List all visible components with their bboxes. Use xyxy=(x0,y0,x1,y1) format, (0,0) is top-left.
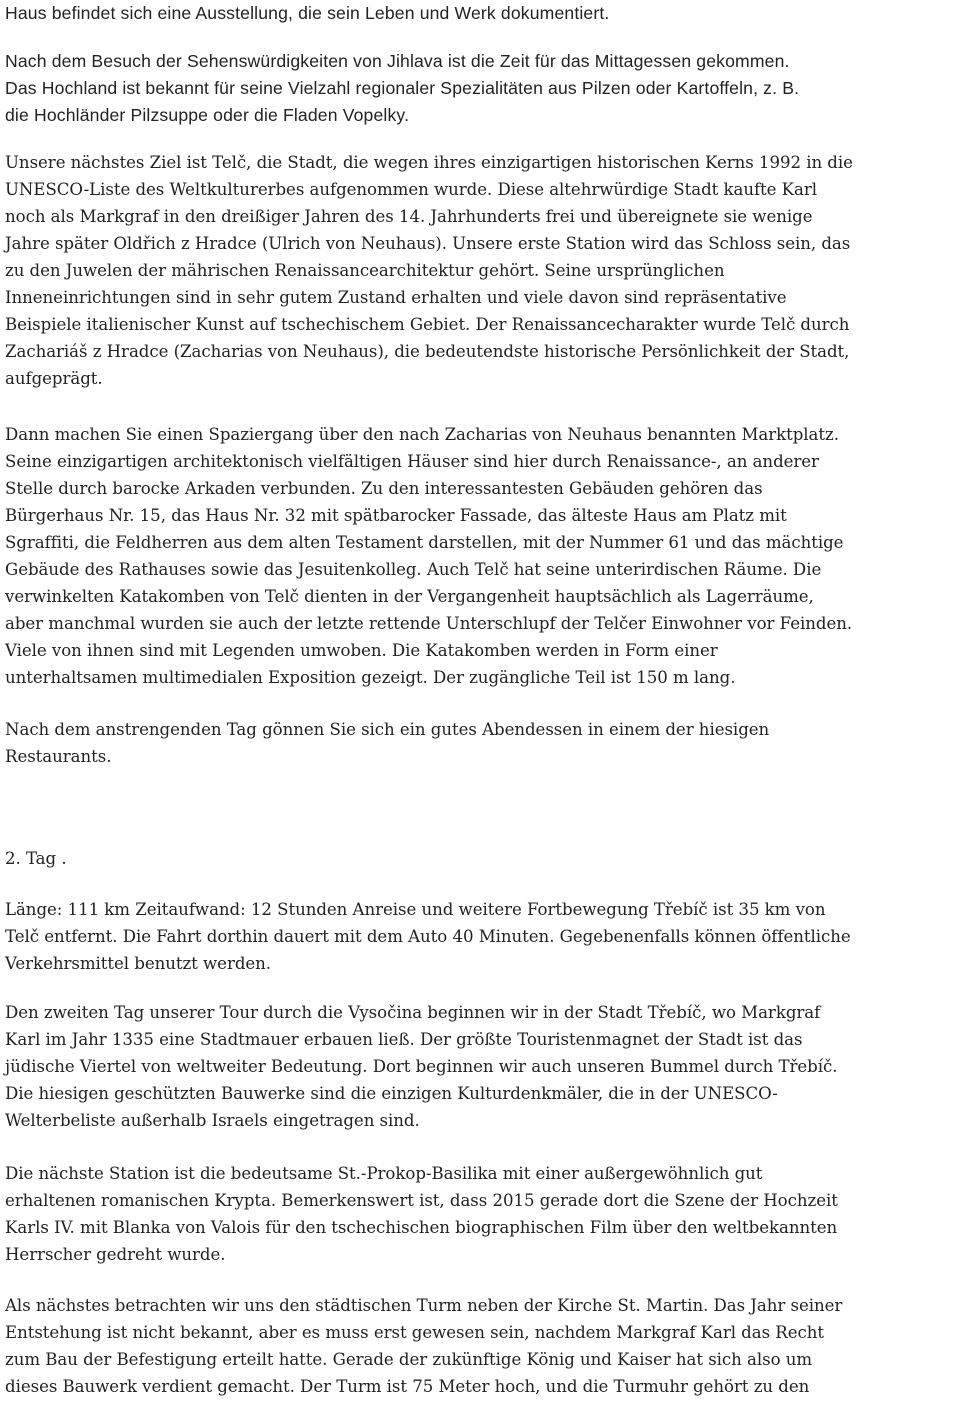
text-line: Jahre später Oldřich z Hradce (Ulrich von Neuhaus). Unsere erste Station wird das Schloss sein, das xyxy=(5,234,851,253)
text-line: Dann machen Sie einen Spaziergang über den nach Zacharias von Neuhaus benannten Marktplatz. xyxy=(5,425,839,444)
text-line: Zachariáš z Hradce (Zacharias von Neuhaus), die bedeutendste historische Persönlichkeit der Stadt, xyxy=(5,342,850,361)
text-line: Verkehrsmittel benutzt werden. xyxy=(5,954,272,973)
text-line: dieses Bauwerk verdient gemacht. Der Turm ist 75 Meter hoch, und die Turmuhr gehört zu den xyxy=(5,1377,810,1396)
text-line: UNESCO-Liste des Weltkulturerbes aufgenommen wurde. Diese altehrwürdige Stadt kaufte Karl xyxy=(5,180,817,199)
text-line: Viele von ihnen sind mit Legenden umwoben. Die Katakomben werden in Form einer xyxy=(5,641,718,660)
text-line: die Hochländer Pilzsuppe oder die Fladen Vopelky. xyxy=(5,105,410,125)
text-line: Restaurants. xyxy=(5,747,112,766)
text-line: Seine einzigartigen architektonisch vielfältigen Häuser sind hier durch Renaissance-, an anderer xyxy=(5,452,819,471)
paragraph-tower xyxy=(5,1292,957,1400)
text-line: erhaltenen romanischen Krypta. Bemerkenswert ist, dass 2015 gerade dort die Szene der Hochzeit xyxy=(5,1191,838,1210)
text-line: Herrscher gedreht wurde. xyxy=(5,1245,226,1264)
paragraph-exhibition xyxy=(5,0,957,27)
text-line: zum Bau der Befestigung erteilt hatte. Gerade der zukünftige König und Kaiser hat sich also um xyxy=(5,1350,813,1369)
paragraph-marketplace xyxy=(5,421,957,691)
paragraph-dinner xyxy=(5,716,957,770)
text-line: Unsere nächstes Ziel ist Telč, die Stadt, die wegen ihres einzigartigen historischen Kerns 1992 in die xyxy=(5,153,853,172)
paragraph-lunch xyxy=(5,48,957,129)
text-line: Die hiesigen geschützten Bauwerke sind die einzigen Kulturdenkmäler, die in der UNESCO- xyxy=(5,1084,778,1103)
text-line: Karl im Jahr 1335 eine Stadtmauer erbauen ließ. Der größte Touristenmagnet der Stadt ist das xyxy=(5,1030,803,1049)
text-line: Gebäude des Rathauses sowie das Jesuitenkolleg. Auch Telč hat seine unterirdischen Räume. Die xyxy=(5,560,822,579)
text-line: Inneneinrichtungen sind in sehr gutem Zustand erhalten und viele davon sind repräsentative xyxy=(5,288,787,307)
day-heading xyxy=(5,845,957,872)
text-line: zu den Juwelen der mährischen Renaissancearchitektur gehört. Seine ursprünglichen xyxy=(5,261,725,280)
text-line: Telč entfernt. Die Fahrt dorthin dauert mit dem Auto 40 Minuten. Gegebenenfalls können öffentliche xyxy=(5,927,851,946)
paragraph-basilica xyxy=(5,1160,957,1268)
text-line: Karls IV. mit Blanka von Valois für den tschechischen biographischen Film über den weltbekannten xyxy=(5,1218,838,1237)
text-line: Stelle durch barocke Arkaden verbunden. Zu den interessantesten Gebäuden gehören das xyxy=(5,479,763,498)
text-line: 2. Tag . xyxy=(5,849,67,868)
text-line: Das Hochland ist bekannt für seine Vielzahl regionaler Spezialitäten aus Pilzen oder Kartoffeln, z. B. xyxy=(5,78,800,98)
text-line: jüdische Viertel von weltweiter Bedeutung. Dort beginnen wir auch unseren Bummel durch Třebíč. xyxy=(5,1057,838,1076)
text-line: Als nächstes betrachten wir uns den städtischen Turm neben der Kirche St. Martin. Das Jahr seiner xyxy=(5,1296,843,1315)
text-line: Den zweiten Tag unserer Tour durch die Vysočina beginnen wir in der Stadt Třebíč, wo Markgraf xyxy=(5,1003,821,1022)
text-line: Länge: 111 km Zeitaufwand: 12 Stunden Anreise und weitere Fortbewegung Třebíč ist 35 km von xyxy=(5,900,826,919)
text-line: Welterbeliste außerhalb Israels eingetragen sind. xyxy=(5,1111,420,1130)
paragraph-travel-info xyxy=(5,896,957,977)
text-line: Nach dem Besuch der Sehenswürdigkeiten von Jihlava ist die Zeit für das Mittagessen gekommen. xyxy=(5,51,790,71)
paragraph-trebic xyxy=(5,999,957,1134)
text-line: noch als Markgraf in den dreißiger Jahren des 14. Jahrhunderts frei und übereignete sie wenige xyxy=(5,207,813,226)
text-line: Entstehung ist nicht bekannt, aber es muss erst gewesen sein, nachdem Markgraf Karl das Recht xyxy=(5,1323,825,1342)
text-line: Die nächste Station ist die bedeutsame St.-Prokop-Basilika mit einer außergewöhnlich gut xyxy=(5,1164,763,1183)
text-line: unterhaltsamen multimedialen Exposition gezeigt. Der zugängliche Teil ist 150 m lang. xyxy=(5,668,736,687)
paragraph-telc xyxy=(5,149,957,392)
text-line: verwinkelten Katakomben von Telč dienten in der Vergangenheit hauptsächlich als Lagerräume, xyxy=(5,587,814,606)
text-line: aber manchmal wurden sie auch der letzte rettende Unterschlupf der Telčer Einwohner vor Feinden. xyxy=(5,614,853,633)
text-line: Haus befindet sich eine Ausstellung, die sein Leben und Werk dokumentiert. xyxy=(5,3,610,23)
text-line: Bürgerhaus Nr. 15, das Haus Nr. 32 mit spätbarocker Fassade, das älteste Haus am Platz mit xyxy=(5,506,787,525)
text-line: Beispiele italienischer Kunst auf tschechischem Gebiet. Der Renaissancecharakter wurde Telč durch xyxy=(5,315,850,334)
text-line: aufgeprägt. xyxy=(5,369,103,388)
text-line: Sgraffiti, die Feldherren aus dem alten Testament darstellen, mit der Nummer 61 und das mächtige xyxy=(5,533,844,552)
text-line: Nach dem anstrengenden Tag gönnen Sie sich ein gutes Abendessen in einem der hiesigen xyxy=(5,720,770,739)
